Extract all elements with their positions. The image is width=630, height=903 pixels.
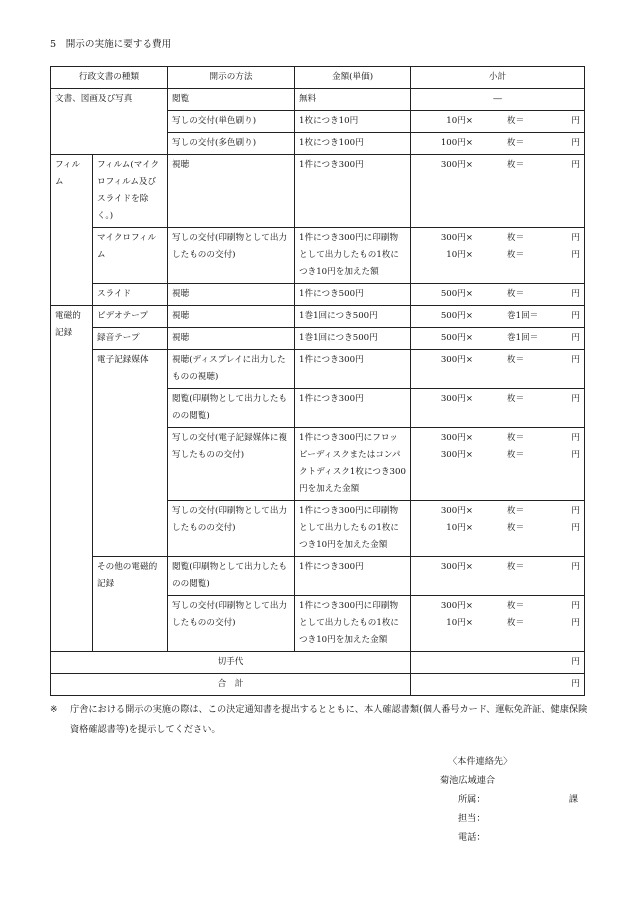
method-cell: 閲覧(印刷物として出力したものの閲覧) bbox=[168, 389, 295, 428]
contact-block bbox=[440, 752, 578, 847]
note bbox=[50, 700, 590, 740]
method-cell: 視聴(ディスプレイに出力したものの視聴) bbox=[168, 350, 295, 389]
doc-type-cell: 録音テープ bbox=[93, 328, 168, 350]
amount-cell: 1件につき300円に印刷物として出力したもの1枚につき10円を加えた金額 bbox=[295, 596, 411, 652]
subtotal-cell: 500円× 枚＝ 円 bbox=[411, 284, 585, 306]
header-doc-type: 行政文書の種類 bbox=[51, 67, 168, 89]
doc-type-cell: フィルム(マイクロフィルム及びスライドを除く。) bbox=[93, 155, 168, 228]
doc-type-cell: その他の電磁的記録 bbox=[93, 557, 168, 652]
subtotal-cell: 300円× 枚＝ 円 10円× 枚＝ 円 bbox=[411, 228, 585, 284]
doc-type-cell: ビデオテープ bbox=[93, 306, 168, 328]
method-cell: 視聴 bbox=[168, 328, 295, 350]
amount-cell: 1件につき300円 bbox=[295, 389, 411, 428]
stamps-label: 切手代 bbox=[51, 652, 411, 674]
method-cell: 写しの交付(電子記録媒体に複写したものの交付) bbox=[168, 428, 295, 501]
note-text: 庁舎における開示の実施の際は、この決定通知書を提出するとともに、本人確認書類(個人番号カード、運転免許証、健康保険資格確認書等)を提示してください。 bbox=[70, 704, 588, 735]
table-row bbox=[51, 89, 585, 111]
header-subtotal: 小計 bbox=[411, 67, 585, 89]
method-cell: 視聴 bbox=[168, 284, 295, 306]
method-cell: 視聴 bbox=[168, 306, 295, 328]
contact-title: 〈本件連絡先〉 bbox=[448, 756, 513, 767]
doc-type-cell: 電子記録媒体 bbox=[93, 350, 168, 557]
subtotal-cell: 円 bbox=[411, 674, 585, 696]
contact-org: 菊池広域連合 bbox=[440, 775, 496, 786]
category-cell: 電磁的記録 bbox=[51, 306, 93, 652]
method-cell: 写しの交付(印刷物として出力したものの交付) bbox=[168, 228, 295, 284]
subtotal-cell: 300円× 枚＝ 円 300円× 枚＝ 円 bbox=[411, 428, 585, 501]
total-row bbox=[51, 674, 585, 696]
amount-cell: 1件につき300円に印刷物として出力したもの1枚につき10円を加えた額 bbox=[295, 228, 411, 284]
subtotal-cell: 300円× 枚＝ 円 10円× 枚＝ 円 bbox=[411, 501, 585, 557]
method-cell: 視聴 bbox=[168, 155, 295, 228]
table-row bbox=[51, 284, 585, 306]
method-cell: 写しの交付(単色刷り) bbox=[168, 111, 295, 133]
table-row bbox=[51, 328, 585, 350]
table-row bbox=[51, 306, 585, 328]
contact-phone: 電話： bbox=[458, 832, 486, 843]
amount-cell: 1件につき300円 bbox=[295, 350, 411, 389]
header-method: 開示の方法 bbox=[168, 67, 295, 89]
note-mark: ※ bbox=[50, 704, 58, 715]
amount-cell: 1巻1回につき500円 bbox=[295, 328, 411, 350]
table-row bbox=[51, 350, 585, 389]
method-cell: 写しの交付(多色刷り) bbox=[168, 133, 295, 155]
subtotal-cell: 100円× 枚＝ 円 bbox=[411, 133, 585, 155]
doc-type-cell: 文書、図画及び写真 bbox=[51, 89, 168, 155]
category-cell: フィルム bbox=[51, 155, 93, 306]
amount-cell: 1巻1回につき500円 bbox=[295, 306, 411, 328]
subtotal-cell: 円 bbox=[411, 652, 585, 674]
method-cell: 閲覧 bbox=[168, 89, 295, 111]
subtotal-cell: 300円× 枚＝ 円 bbox=[411, 557, 585, 596]
header-amount: 金額(単価) bbox=[295, 67, 411, 89]
doc-type-cell: スライド bbox=[93, 284, 168, 306]
subtotal-cell: 10円× 枚＝ 円 bbox=[411, 111, 585, 133]
subtotal-cell: 500円× 巻1回＝ 円 bbox=[411, 306, 585, 328]
section-heading: 5 開示の実施に要する費用 bbox=[50, 39, 172, 50]
subtotal-cell: 300円× 枚＝ 円 bbox=[411, 389, 585, 428]
table-row bbox=[51, 155, 585, 228]
amount-cell: 1件につき300円に印刷物として出力したもの1枚につき10円を加えた金額 bbox=[295, 501, 411, 557]
amount-cell: 1枚につき10円 bbox=[295, 111, 411, 133]
subtotal-cell: 300円× 枚＝ 円 bbox=[411, 350, 585, 389]
table-row bbox=[51, 228, 585, 284]
fee-table bbox=[50, 66, 585, 696]
subtotal-cell: 300円× 枚＝ 円 bbox=[411, 155, 585, 228]
stamps-row bbox=[51, 652, 585, 674]
contact-affiliation: 所属： 課 bbox=[458, 794, 578, 805]
amount-cell: 1件につき300円にフロッピーディスクまたはコンパクトディスク1枚につき300円を加えた金額 bbox=[295, 428, 411, 501]
table-row bbox=[51, 557, 585, 596]
table-header-row bbox=[51, 67, 585, 89]
subtotal-cell: 300円× 枚＝ 円 10円× 枚＝ 円 bbox=[411, 596, 585, 652]
subtotal-cell: ― bbox=[411, 89, 585, 111]
method-cell: 閲覧(印刷物として出力したものの閲覧) bbox=[168, 557, 295, 596]
amount-cell: 1枚につき100円 bbox=[295, 133, 411, 155]
amount-cell: 1件につき300円 bbox=[295, 557, 411, 596]
subtotal-cell: 500円× 巻1回＝ 円 bbox=[411, 328, 585, 350]
doc-type-cell: マイクロフィルム bbox=[93, 228, 168, 284]
total-label: 合 計 bbox=[51, 674, 411, 696]
method-cell: 写しの交付(印刷物として出力したものの交付) bbox=[168, 596, 295, 652]
contact-person: 担当： bbox=[458, 813, 486, 824]
amount-cell: 無料 bbox=[295, 89, 411, 111]
amount-cell: 1件につき300円 bbox=[295, 155, 411, 228]
method-cell: 写しの交付(印刷物として出力したものの交付) bbox=[168, 501, 295, 557]
amount-cell: 1件につき500円 bbox=[295, 284, 411, 306]
